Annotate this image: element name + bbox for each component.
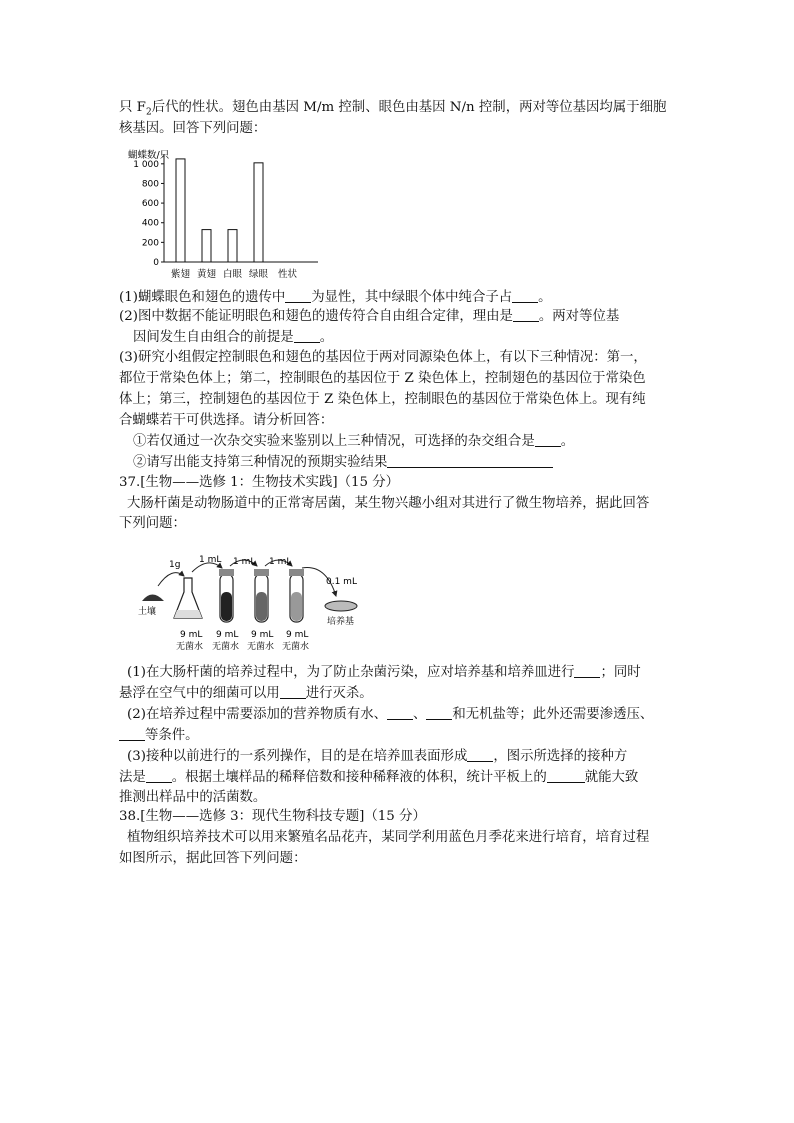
answer-blank[interactable] bbox=[574, 663, 600, 678]
label-soil-mass: 1g bbox=[169, 560, 181, 570]
q37-2-cont: 等条件。 bbox=[119, 726, 199, 745]
q36-3-sub-2: ②请写出能支持第三种情况的预期实验结果 bbox=[133, 453, 553, 472]
answer-blank[interactable] bbox=[467, 747, 493, 762]
q37-2: (2)在培养过程中需要添加的营养物质有水、 、 和无机盐等；此外还需要渗透压、 bbox=[127, 707, 654, 722]
soil-label: 土壤 bbox=[138, 607, 157, 617]
q37-3-cont-2: 推测出样品中的活菌数。 bbox=[119, 790, 267, 805]
q36-3-line-2: 都位于常染色体上；第二，控制眼色的基因位于 Z 染色体上，控制翅色的基因位于常染色 bbox=[119, 371, 646, 386]
water-volume-4: 9 mL bbox=[286, 630, 309, 640]
answer-blank[interactable] bbox=[294, 328, 320, 343]
q38-intro-line-1: 植物组织培养技术可以用来繁殖名品花卉，某同学利用蓝色月季花来进行培育，培育过程 bbox=[127, 830, 650, 845]
q36-2-cont: 因间发生自由组合的前提是 。 bbox=[133, 330, 334, 345]
chart-y-tick-label: 200 bbox=[141, 238, 159, 249]
answer-blank[interactable] bbox=[146, 768, 172, 783]
chart-bar bbox=[254, 163, 263, 262]
chart-x-tick-label: 紫翅 bbox=[170, 269, 191, 280]
chart-x-tick-label: 绿眼 bbox=[248, 269, 269, 280]
chart-bar bbox=[202, 230, 211, 262]
chart-bar bbox=[176, 159, 185, 262]
chart-x-tick-label: 白眼 bbox=[222, 269, 243, 280]
answer-blank[interactable] bbox=[535, 432, 561, 447]
test-tube-3 bbox=[289, 569, 304, 622]
soil-pile bbox=[142, 595, 164, 602]
test-tube-1 bbox=[219, 569, 234, 622]
answer-blank[interactable] bbox=[387, 705, 413, 720]
answer-blank[interactable] bbox=[426, 705, 452, 720]
q36-3-sub-1: ①若仅通过一次杂交实验来鉴别以上三种情况，可选择的杂交组合是 。 bbox=[133, 434, 575, 449]
answer-blank[interactable] bbox=[512, 288, 538, 303]
q36-2: (2)图中数据不能证明眼色和翅色的遗传符合自由组合定律，理由是 。两对等位基 bbox=[119, 309, 620, 324]
answer-blank[interactable] bbox=[285, 288, 311, 303]
q37-1-cont: 悬浮在空气中的细菌可以用 进行灭杀。 bbox=[119, 686, 373, 701]
chart-bar bbox=[228, 230, 237, 262]
chart-ylabel: 蝴蝶数/只 bbox=[128, 150, 170, 161]
q36-3-line-1: (3)研究小组假定控制眼色和翅色的基因位于两对同源染色体上，有以下三种情况：第一， bbox=[119, 350, 647, 365]
q38-intro-line-2: 如图所示，据此回答下列问题： bbox=[119, 851, 307, 866]
chart-y-tick-label: 0 bbox=[153, 258, 159, 268]
water-label-1: 无菌水 bbox=[176, 642, 204, 652]
q37-3-cont: 法是 。根据土壤样品的稀释倍数和接种稀释液的体积，统计平板上的 就能大致 bbox=[119, 770, 639, 785]
serial-dilution-figure bbox=[130, 548, 370, 658]
chart-y-tick-label: 400 bbox=[141, 218, 159, 229]
label-transfer-3: 1 mL bbox=[269, 557, 292, 567]
petri-dish bbox=[325, 601, 357, 611]
q36-3-line-4: 合蝴蝶若干可供选择。请分析回答： bbox=[119, 413, 334, 428]
label-transfer-2: 1 mL bbox=[233, 557, 256, 567]
q38-title: 38.[生物——选修 3：现代生物科技专题]（15 分） bbox=[119, 809, 426, 824]
chart-y-tick-label: 600 bbox=[141, 199, 159, 210]
intro-line-1: 只 $F_2$后代的性状。翅色由基因 M/m 控制、眼色由基因 N/n 控制，两对等位基因均属于细胞 bbox=[119, 100, 667, 118]
answer-blank[interactable] bbox=[547, 768, 585, 783]
water-volume-2: 9 mL bbox=[216, 630, 239, 640]
water-volume-3: 9 mL bbox=[251, 630, 274, 640]
q37-intro-line-2: 下列问题： bbox=[119, 516, 186, 531]
test-tube-2 bbox=[254, 569, 269, 622]
label-transfer-1: 1 mL bbox=[199, 555, 222, 565]
water-label-4: 无菌水 bbox=[282, 642, 310, 652]
answer-blank[interactable] bbox=[513, 307, 539, 322]
chart-y-tick-label: 1 000 bbox=[133, 159, 159, 170]
q36-1: (1)蝴蝶眼色和翅色的遗传中 为显性，其中绿眼个体中纯合子占 。 bbox=[119, 290, 552, 305]
butterfly-trait-bar-chart bbox=[128, 146, 348, 284]
q37-3: (3)接种以前进行的一系列操作，目的是在培养皿表面形成 ，图示所选择的接种方 bbox=[127, 749, 628, 764]
q37-1: (1)在大肠杆菌的培养过程中，为了防止杂菌污染，应对培养基和培养皿进行 ；同时 bbox=[127, 665, 641, 680]
q37-intro-line-1: 大肠杆菌是动物肠道中的正常寄居菌，某生物兴趣小组对其进行了微生物培养，据此回答 bbox=[127, 496, 650, 511]
q37-title: 37.[生物——选修 1：生物技术实践]（15 分） bbox=[119, 475, 400, 490]
medium-label: 培养基 bbox=[327, 617, 355, 627]
water-label-3: 无菌水 bbox=[247, 642, 275, 652]
water-volume-1: 9 mL bbox=[180, 630, 203, 640]
answer-blank[interactable] bbox=[280, 684, 306, 699]
q36-3-line-3: 体上；第三，控制翅色的基因位于 Z 染色体上，控制眼色的基因位于常染色体上。现有纯 bbox=[119, 392, 646, 407]
answer-blank[interactable] bbox=[119, 726, 145, 741]
water-label-2: 无菌水 bbox=[212, 642, 240, 652]
chart-x-tick-label: 黄翅 bbox=[196, 269, 217, 280]
intro-line-2: 核基因。回答下列问题： bbox=[119, 121, 267, 136]
chart-y-tick-label: 800 bbox=[141, 179, 159, 190]
label-plate-volume: 0.1 mL bbox=[326, 577, 357, 587]
arrow-soil-flask bbox=[158, 573, 184, 586]
chart-xlabel: 性状 bbox=[278, 269, 298, 280]
answer-blank[interactable] bbox=[387, 453, 553, 468]
